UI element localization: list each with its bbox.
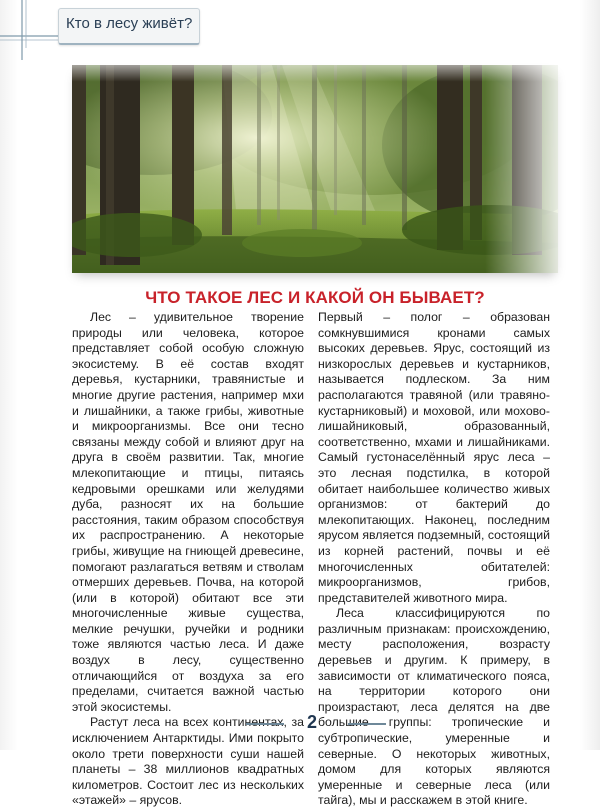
text-column-right xyxy=(318,310,550,809)
paragraph: Лес – удивительное творение природы или человека, которое представляет собой особую сложную экосистему. В её состав входят деревья, кустарники, травянистые и многие другие растения, например мхи и лишайники, а также грибы, животные и микроорганизмы. Все они тесно связаны между собой и влияют друг на друга в своём развитии. Так, многие млекопитающие и птицы, питаясь кедровыми орешками или желудями дуба, разносят их на большие расстояния, таким образом способствуя их распространению. А некоторые грибы, живущие на гниющей древесине, помогают разлагаться ветвям и стволам отмерших деревьев. Почва, на которой (или в которой) обитают все эти многочисленные живые существа, мелкие речушки, ручейки и родники тоже являются частью леса. И даже воздух в лесу, существенно отличающийся от воздуха за его пределами, считается важной частью этой экосистемы. xyxy=(72,310,304,714)
paragraph: Растут леса на всех континентах, за исключением Антарктиды. Ими покрыто около трети поверхности суши нашей планеты – 38 миллионов квадратных километров. Состоит лес из нескольких «этажей» – ярусов. xyxy=(72,715,304,808)
article-heading: ЧТО ТАКОЕ ЛЕС И КАКОЙ ОН БЫВАЕТ? xyxy=(145,288,485,307)
text-column-left xyxy=(72,310,304,809)
paragraph: Первый – полог – образован сомкнувшимися кронами самых высоких деревьев. Ярус, состоящий из низкорослых деревьев и кустарников, называется подлеском. За ним располагаются травяной (или травяно-кустарниковый) и моховой, или мохово-лишайниковый, образованный, соответственно, мхами и лишайниками. Самый густонаселённый ярус леса – это лесная подстилка, в которой обитает наибольшее количество живых организмов: от бактерий до млекопитающих. Наконец, последним ярусом является подземный, состоящий из корней растений, почвы и её многочисленных обитателей: микроорганизмов, грибов, представителей животного мира. xyxy=(318,310,550,605)
section-tab-label: Кто в лесу живёт? xyxy=(66,15,193,32)
forest-photo xyxy=(72,65,558,273)
footer-divider-left xyxy=(246,723,284,725)
footer-divider-right xyxy=(348,723,386,725)
paragraph: Леса классифицируются по различным признакам: происхождению, месту расположения, возрасту деревьев и другим. К примеру, в зависимости от климатического пояса, на территории которого они произрастают, леса делятся на две большие группы: тропические и субтропические, умеренные и северные. О некоторых животных, домом для которых являются умеренные и северные леса (или тайга), мы и расскажем в этой книге. xyxy=(318,606,550,808)
page-number: 2 xyxy=(306,712,317,732)
